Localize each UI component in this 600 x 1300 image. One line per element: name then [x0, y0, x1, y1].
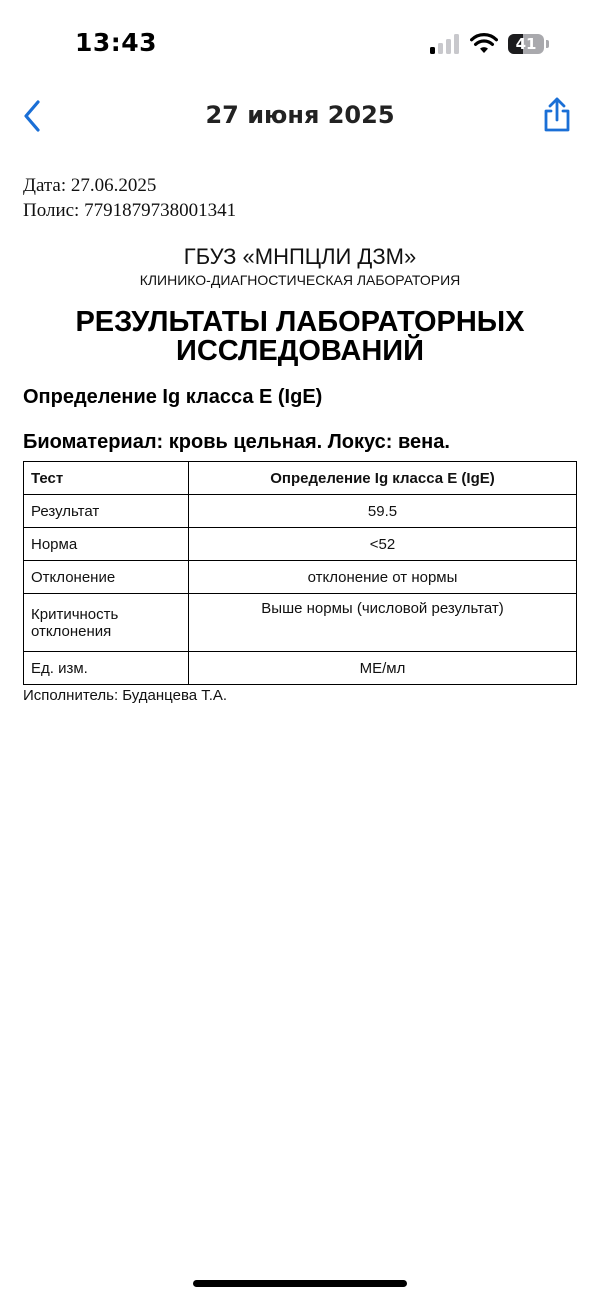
- row-label-norm: Норма: [24, 528, 189, 561]
- row-label-criticality: [24, 594, 189, 652]
- battery-level: 41: [515, 35, 537, 53]
- table-header-test-name: Определение Ig класса E (IgE): [189, 462, 577, 495]
- row-value-units: МЕ/мл: [189, 652, 577, 685]
- table-row: [24, 594, 577, 652]
- row-label-criticality-line-1: Критичность: [31, 605, 119, 623]
- table-row: [24, 495, 577, 528]
- executor: Исполнитель: Буданцева Т.А.: [23, 687, 228, 704]
- home-indicator[interactable]: [193, 1280, 407, 1287]
- wifi-icon: [470, 33, 498, 55]
- results-table: [23, 461, 577, 685]
- report-title-line-2: ИССЛЕДОВАНИЙ: [176, 335, 424, 367]
- document-policy: Полис: 7791879738001341: [23, 200, 237, 221]
- cellular-signal-icon: [430, 34, 462, 54]
- row-label-criticality-line-2: отклонения: [31, 622, 112, 640]
- row-value-criticality: Выше нормы (числовой результат): [189, 594, 577, 652]
- table-header-test: Тест: [24, 462, 189, 495]
- table-row: [24, 652, 577, 685]
- row-label-units: Ед. изм.: [24, 652, 189, 685]
- row-label-result: Результат: [24, 495, 189, 528]
- row-value-deviation: отклонение от нормы: [189, 561, 577, 594]
- test-name: Определение Ig класса E (IgE): [23, 386, 323, 408]
- table-header-row: [24, 462, 577, 495]
- organization-subtitle: КЛИНИКО-ДИАГНОСТИЧЕСКАЯ ЛАБОРАТОРИЯ: [139, 272, 461, 288]
- row-value-norm: <52: [189, 528, 577, 561]
- nav-title: 27 июня 2025: [205, 101, 395, 129]
- battery-tip: [546, 40, 549, 48]
- biomaterial-info: Биоматериал: кровь цельная. Локус: вена.: [23, 431, 450, 453]
- table-row: [24, 528, 577, 561]
- row-label-deviation: Отклонение: [24, 561, 189, 594]
- document-meta: [23, 173, 236, 223]
- status-time: 13:43: [75, 28, 158, 57]
- document-date: Дата: 27.06.2025: [23, 175, 157, 196]
- table-row: [24, 561, 577, 594]
- report-title-line-1: РЕЗУЛЬТАТЫ ЛАБОРАТОРНЫХ: [75, 306, 525, 338]
- share-icon[interactable]: [540, 95, 574, 135]
- row-value-result: 59.5: [189, 495, 577, 528]
- organization-name: ГБУЗ «МНПЦЛИ ДЗМ»: [183, 244, 417, 269]
- battery-icon: [508, 34, 544, 54]
- report-title: [0, 308, 600, 366]
